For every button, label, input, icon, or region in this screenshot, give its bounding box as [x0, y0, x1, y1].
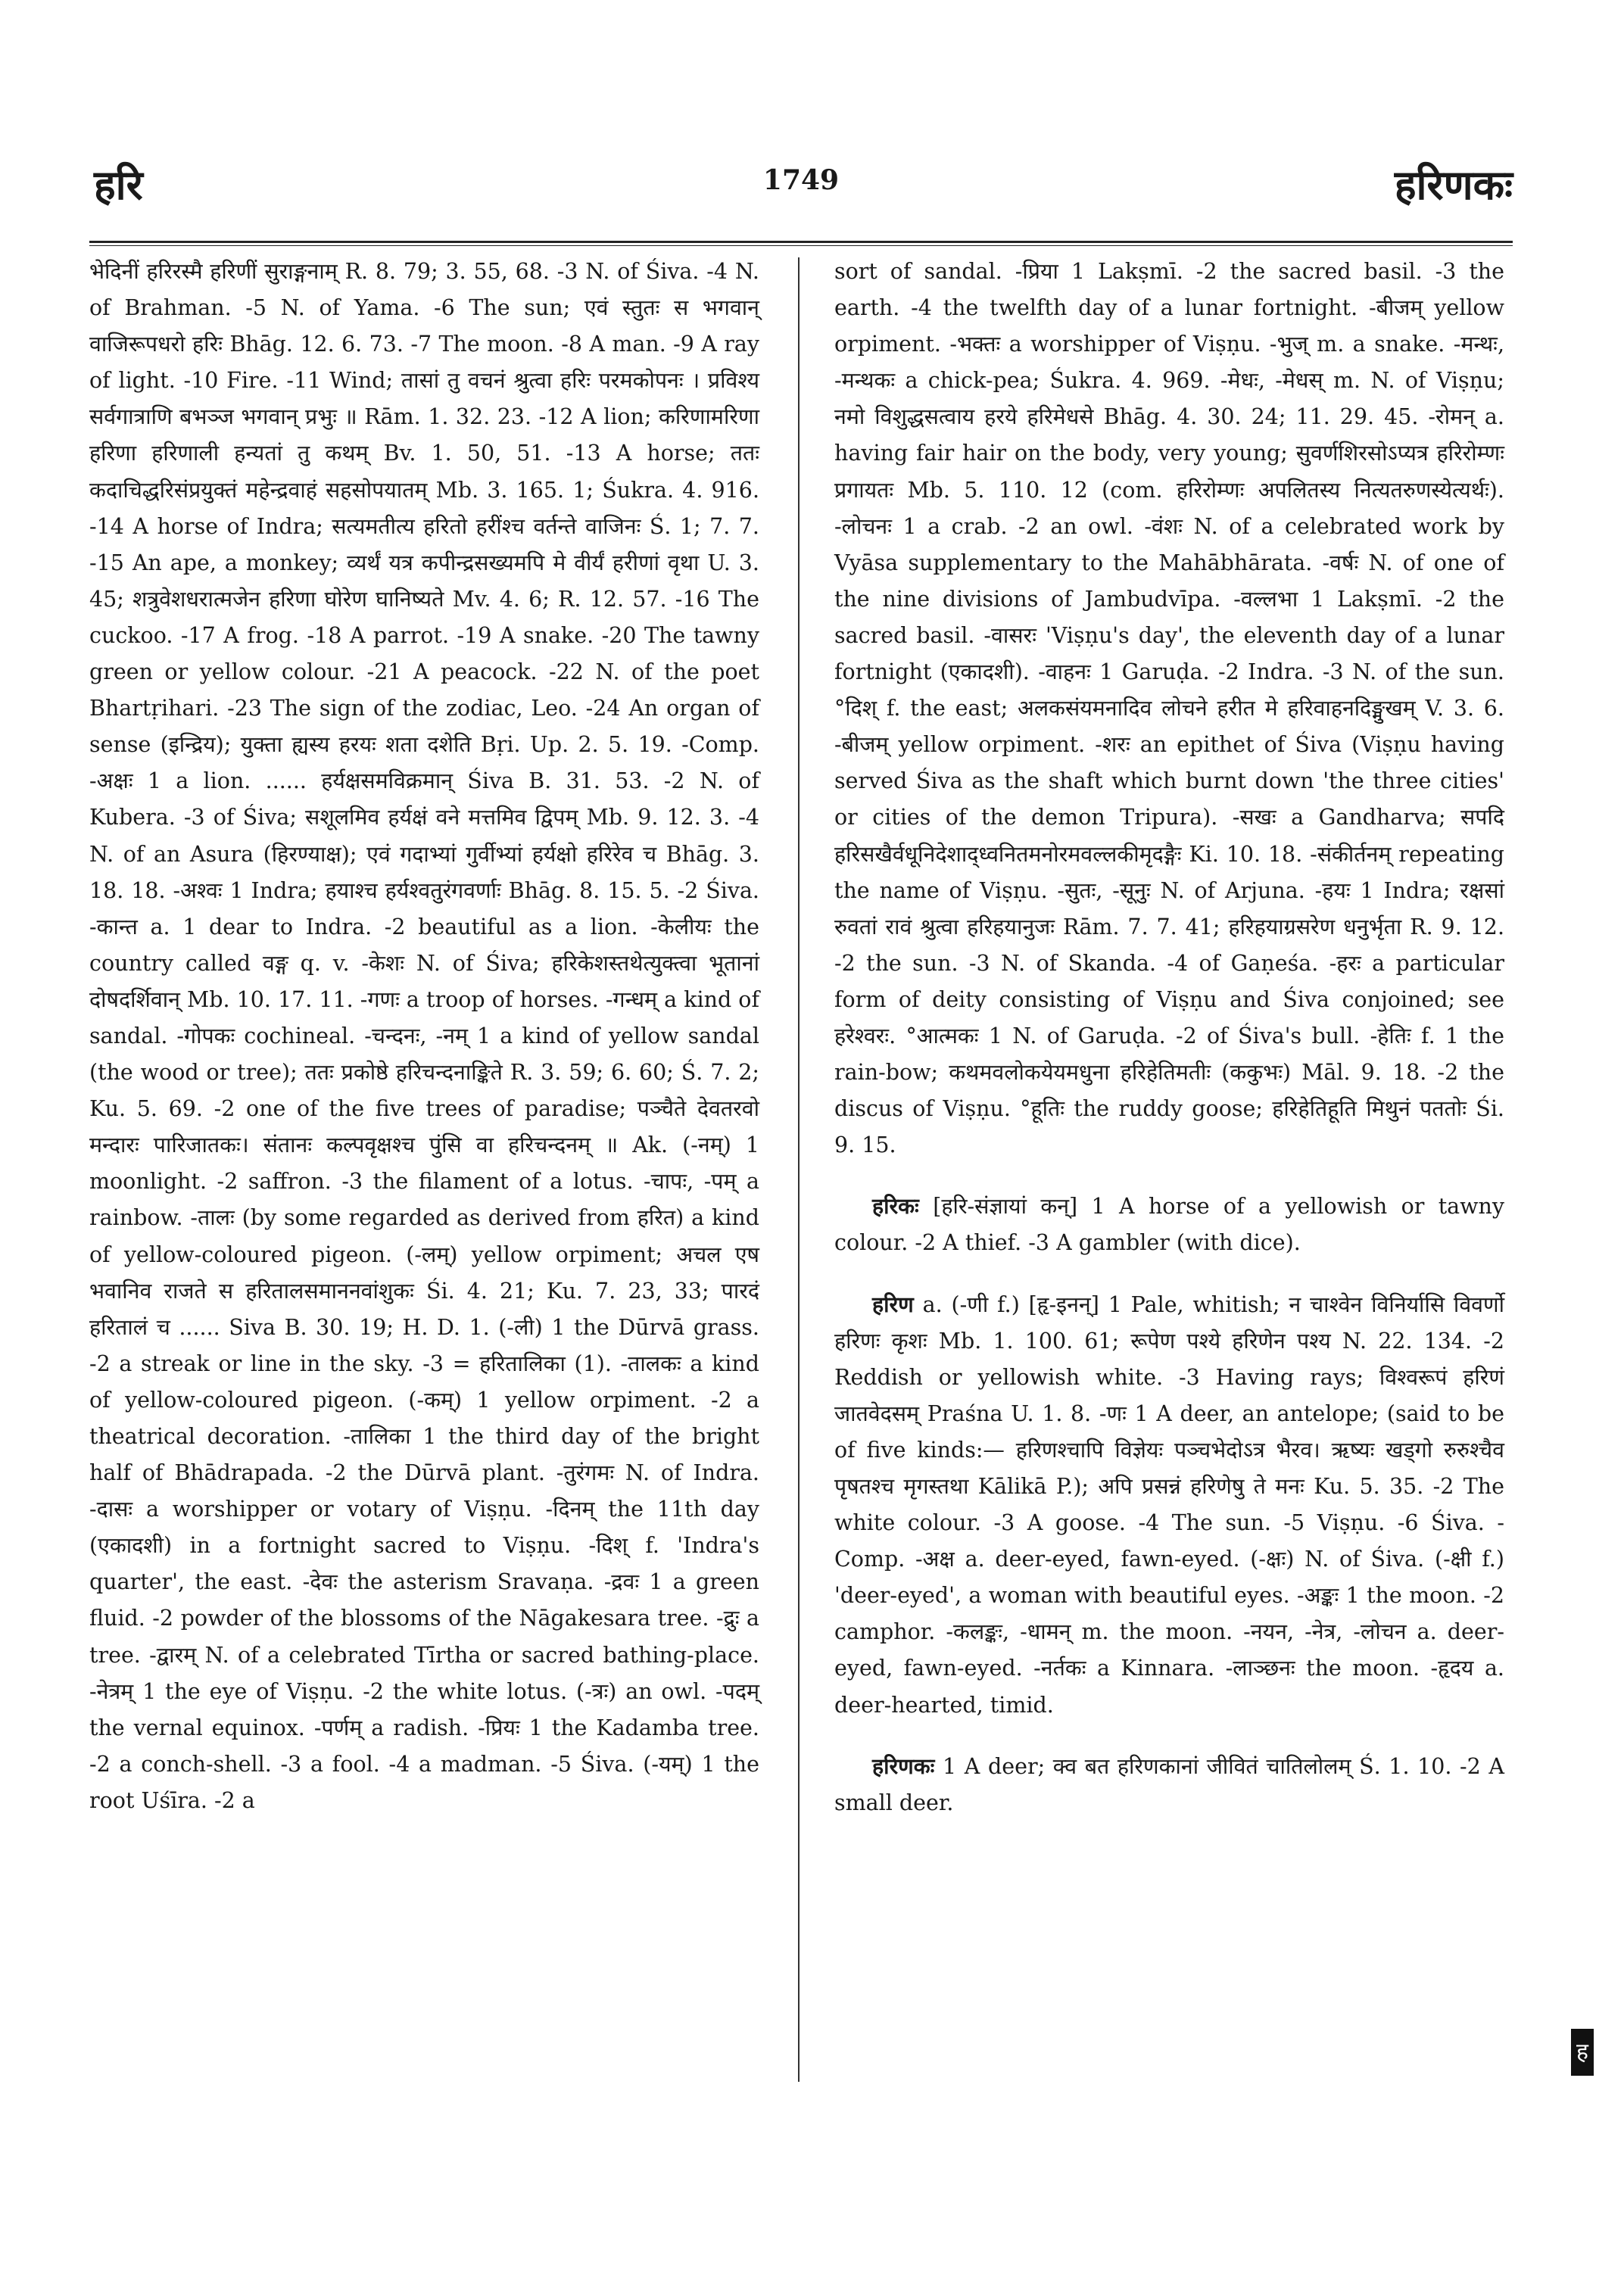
entry-harina	[834, 1286, 1504, 1724]
headword-harinaka: हरिणकः	[872, 1752, 935, 1779]
entry-harika	[834, 1188, 1504, 1261]
definition-harina: a. (-णी f.) [हृ-इनन्] 1 Pale, whitish; न चाश्वेन विनिर्यासि विवर्णो हरिणः कृशः Mb. 1. 100. 61; रूपेण पश्ये हरिणेन पश्य N. 22. 134. -2 Reddish or yellowish white. -3 Having rays; विश्वरूपं हरिणं जातवेदसम् Praśna U. 1. 8. -णः 1 A deer, an antelope; (said to be of five kinds:— हरिणश्चापि विज्ञेयः पञ्चभेदोऽत्र भैरव। ऋष्यः खड्गो रुरुश्चैव पृषतश्च मृगस्तथा Kālikā P.); अपि प्रसन्नं हरिणेषु ते मनः Ku. 5. 35. -2 The white colour. -3 A goose. -4 The sun. -5 Viṣṇu. -6 Śiva. -Comp. -अक्ष a. deer-eyed, fawn-eyed. (-क्षः) N. of Śiva. (-क्षी f.) 'deer-eyed', a woman with beautiful eyes. -अङ्कः 1 the moon. -2 camphor. -कलङ्कः, -धामन् m. the moon. -नयन, -नेत्र, -लोचन a. deer-eyed, fawn-eyed. -नर्तकः a Kinnara. -लाञ्छनः the moon. -हृदय a. deer-hearted, timid.	[834, 1291, 1504, 1718]
page-header	[89, 155, 1513, 231]
header-rule	[89, 241, 1513, 243]
definition-harinaka: 1 A deer; क्व बत हरिणकानां जीवितं चातिलोलम् Ś. 1. 10. -2 A small deer.	[834, 1753, 1504, 1815]
headword-harika: हरिकः	[872, 1193, 919, 1220]
left-column	[89, 254, 759, 1819]
header-left-guide-word: हरि	[94, 160, 143, 209]
right-column	[834, 254, 1504, 1821]
page-number: 1749	[762, 164, 840, 196]
header-right-guide-word: हरिणकः	[1394, 160, 1513, 209]
hari-entry-continuation: sort of sandal. -प्रिया 1 Lakṣmī. -2 the sacred basil. -3 the earth. -4 the twelfth day of a lunar fortnight. -बीजम् yellow orpiment. -भक्तः a worshipper of Viṣṇu. -भुज् m. a snake. -मन्थः, -मन्थकः a chick-pea; Śukra. 4. 969. -मेधः, -मेधस् m. N. of Viṣṇu; नमो विशुद्धसत्वाय हरये हरिमेधसे Bhāg. 4. 30. 24; 11. 29. 45. -रोमन् a. having fair hair on the body, very young; सुवर्णशिरसोऽप्यत्र हरिरोम्णः प्रगायतः Mb. 5. 110. 12 (com. हरिरोम्णः अपलितस्य नित्यतरुणस्येत्यर्थः). -लोचनः 1 a crab. -2 an owl. -वंशः N. of a celebrated work by Vyāsa supplementary to the Mahābhārata. -वर्षः N. of one of the nine divisions of Jambudvīpa. -वल्लभा 1 Lakṣmī. -2 the sacred basil. -वासरः 'Viṣṇu's day', the eleventh day of a lunar fortnight (एकादशी). -वाहनः 1 Garuḍa. -2 Indra. -3 N. of the sun. °दिश् f. the east; अलकसंयमनादिव लोचने हरीत मे हरिवाहनदिङ्मुखम् V. 3. 6. -बीजम् yellow orpiment. -शरः an epithet of Śiva (Viṣṇu having served Śiva as the shaft which burnt down 'the three cities' or cities of the demon Tripura). -सखः a Gandharva; सपदि हरिसखैर्वधूनिदेशाद्ध्वनितमनोरमवल्लकीमृदङ्गैः Ki. 10. 18. -संकीर्तनम् repeating the name of Viṣṇu. -सुतः, -सूनुः N. of Arjuna. -हयः 1 Indra; रक्षसां रुवतां रावं श्रुत्वा हरिहयानुजः Rām. 7. 7. 41; हरिहयाग्रसरेण धनुर्भृता R. 9. 12. -2 the sun. -3 N. of Skanda. -4 of Gaṇeśa. -हरः a particular form of deity consisting of Viṣṇu and Śiva conjoined; see हरेश्वरः. °आत्मकः 1 N. of Garuḍa. -2 of Śiva's bull. -हेतिः f. 1 the rain-bow; कथमवलोकयेयमधुना हरिहेतिमतीः (ककुभः) Māl. 9. 18. -2 the discus of Viṣṇu. °हूतिः the ruddy goose; हरिहेतिहूति मिथुनं पततोः Śi. 9. 15.	[834, 259, 1504, 1158]
entry-harinaka	[834, 1748, 1504, 1821]
definition-harika: [हरि-संज्ञायां कन्] 1 A horse of a yellowish or tawny colour. -2 A thief. -3 A gambler (with dice).	[834, 1194, 1505, 1256]
column-divider	[798, 257, 800, 2082]
hari-entry-continued: भेदिनीं हरिरस्मै हरिणीं सुराङ्गनाम् R. 8. 79; 3. 55, 68. -3 N. of Śiva. -4 N. of Brahman. -5 N. of Yama. -6 The sun; एवं स्तुतः स भगवान् वाजिरूपधरो हरिः Bhāg. 12. 6. 73. -7 The moon. -8 A man. -9 A ray of light. -10 Fire. -11 Wind; तासां तु वचनं श्रुत्वा हरिः परमकोपनः । प्रविश्य सर्वगात्राणि बभञ्ज भगवान् प्रभुः ॥ Rām. 1. 32. 23. -12 A lion; करिणामरिणा हरिणा हरिणाली हन्यतां तु कथम् Bv. 1. 50, 51. -13 A horse; ततः कदाचिद्धरिसंप्रयुक्तं महेन्द्रवाहं सहसोपयातम् Mb. 3. 165. 1; Śukra. 4. 916. -14 A horse of Indra; सत्यमतीत्य हरितो हरींश्च वर्तन्ते वाजिनः Ś. 1; 7. 7. -15 An ape, a monkey; व्यर्थं यत्र कपीन्द्रसख्यमपि मे वीर्यं हरीणां वृथा U. 3. 45; शत्रुवेशधरात्मजेन हरिणा घोरेण घानिष्यते Mv. 4. 6; R. 12. 57. -16 The cuckoo. -17 A frog. -18 A parrot. -19 A snake. -20 The tawny green or yellow colour. -21 A peacock. -22 N. of the poet Bhartṛihari. -23 The sign of the zodiac, Leo. -24 An organ of sense (इन्द्रिय); युक्ता ह्यस्य हरयः शता दशेति Bṛi. Up. 2. 5. 19. -Comp. -अक्षः 1 a lion. ...... हर्यक्षसमविक्रमान् Śiva B. 31. 53. -2 N. of Kubera. -3 of Śiva; सशूलमिव हर्यक्षं वने मत्तमिव द्विपम् Mb. 9. 12. 3. -4 N. of an Asura (हिरण्याक्ष); एवं गदाभ्यां गुर्वीभ्यां हर्यक्षो हरिरेव च Bhāg. 3. 18. 18. -अश्वः 1 Indra; हयाश्च हर्यश्वतुरंगवर्णाः Bhāg. 8. 15. 5. -2 Śiva. -कान्त a. 1 dear to Indra. -2 beautiful as a lion. -केलीयः the country called वङ्ग q. v. -केशः N. of Śiva; हरिकेशस्तथेत्युक्त्वा भूतानां दोषदर्शिवान् Mb. 10. 17. 11. -गणः a troop of horses. -गन्धम् a kind of sandal. -गोपकः cochineal. -चन्दनः, -नम् 1 a kind of yellow sandal (the wood or tree); ततः प्रकोष्ठे हरिचन्दनाङ्किते R. 3. 59; 6. 60; Ś. 7. 2; Ku. 5. 69. -2 one of the five trees of paradise; पञ्चैते देवतरवो मन्दारः पारिजातकः। संतानः कल्पवृक्षश्च पुंसि वा हरिचन्दनम् ॥ Ak. (-नम्) 1 moonlight. -2 saffron. -3 the filament of a lotus. -चापः, -पम् a rainbow. -तालः (by some regarded as derived from हरित) a kind of yellow-coloured pigeon. (-लम्) yellow orpiment; अचल एष भवानिव राजते स हरितालसमाननवांशुकः Śi. 4. 21; Ku. 7. 23, 33; पारदं हरितालं च ...... Siva B. 30. 19; H. D. 1. (-ली) 1 the Dūrvā grass. -2 a streak or line in the sky. -3 = हरितालिका (1). -तालकः a kind of yellow-coloured pigeon. (-कम्) 1 yellow orpiment. -2 a theatrical decoration. -तालिका 1 the third day of the bright half of Bhādrapada. -2 the Dūrvā plant. -तुरंगमः N. of Indra. -दासः a worshipper or votary of Viṣṇu. -दिनम् the 11th day (एकादशी) in a fortnight sacred to Viṣṇu. -दिश् f. 'Indra's quarter', the east. -देवः the asterism Sravaṇa. -द्रवः 1 a green fluid. -2 powder of the blossoms of the Nāgakesara tree. -द्रुः a tree. -द्वारम् N. of a celebrated Tīrtha or sacred bathing-place. -नेत्रम् 1 the eye of Viṣṇu. -2 the white lotus. (-त्रः) an owl. -पदम् the vernal equinox. -पर्णम् a radish. -प्रियः 1 the Kadamba tree. -2 a conch-shell. -3 a fool. -4 a madman. -5 Śiva. (-यम्) 1 the root Uśīra. -2 a	[89, 259, 759, 1813]
thumb-index-tab: ह	[1571, 2029, 1594, 2076]
headword-harina: हरिण	[872, 1291, 914, 1317]
header-rule-thin	[89, 245, 1513, 246]
